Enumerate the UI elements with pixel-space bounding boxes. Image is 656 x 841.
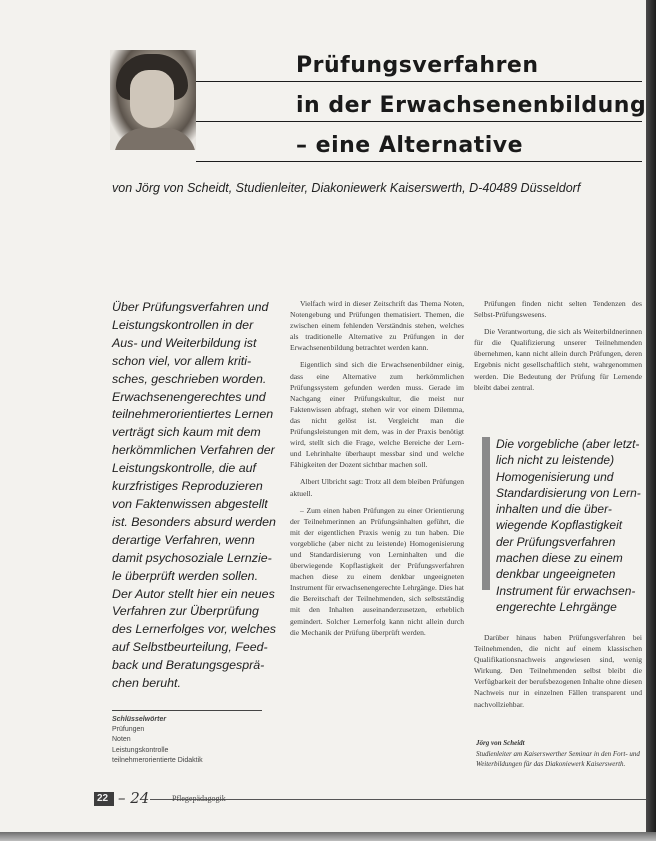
keyword-item: teilnehmerorientierte Didaktik: [112, 756, 203, 764]
paragraph: – Zum einen haben Prüfungen zu einer Orientierung der Teilnehmerinnen an Prüfungsinhalten geführt, die mit der eigentlichen Praxis wenig zu tun haben. Die vorgebliche (aber nicht zu leistende) Homogenisierung und Standardisierung von Lerninhalten und die überwiegende Kopflastigkeit der Prüfungsverfahren machen diese zu einem denkbar ungeeigneten Instrument für erwachsenengerechte Lehrgänge. Dies hat die Bereitschaft der Teilnehmenden, sich selbstständig mit den Inhalten auseinanderzusetzen, erheblich gemindert. Solcher Lernerfolg kann nicht allein durch die Mechanik der Prüfung überprüft werden.: [290, 505, 464, 637]
paragraph: Albert Ulbricht sagt: Trotz all dem bleiben Prüfungen aktuell.: [290, 477, 464, 498]
author-description: Studienleiter am Kaiserswerther Seminar in den Fort- und Weiterbildungen für das Diakoniewerk Kaiserswerth.: [476, 749, 640, 768]
title-rule: [196, 121, 642, 122]
pull-quote-bar: [482, 437, 490, 590]
author-portrait: [110, 50, 196, 150]
paragraph: Darüber hinaus haben Prüfungsverfahren bei Teilnehmenden, die nicht auf einem klassischen Qualifikationsnachweis angewiesen sind, wenig Wirkung. Den Teilnehmenden selbst bleibt die Verfügbarkeit der berufsbezogenen Inhalte ohne diesen Nachweis nur in einzelnen Fällen transparent und nachvollziehbar.: [474, 633, 642, 709]
keyword-item: Prüfungen: [112, 726, 145, 734]
paragraph: Eigentlich sind sich die Erwachsenenbildner einig, dass eine Alternative zum herkömmlichen Prüfungssystem gefunden werden muss. Gerade im Nachgang einer Prüfungskultur, die meist nur Faktenwissen abfragt, stehen wir vor einem Dilemma, das nicht gelöst ist. Vergleicht man die Prüfungsleistungen mit dem, was in der Praxis benötigt wird, stellt sich die Frage, welche Bereiche der Lern- und Lehrinhalte überhaupt messbar sind und welche Fähigkeiten der Dozent sichtbar machen soll.: [290, 360, 464, 470]
scan-edge-bottom: [0, 832, 656, 841]
body-column-right-top: [474, 298, 642, 406]
keyword-item: Leistungskontrolle: [112, 746, 169, 754]
page-number: 22: [97, 793, 109, 804]
byline: von Jörg von Scheidt, Studienleiter, Diakoniewerk Kaiserswerth, D-40489 Düsseldorf: [112, 181, 581, 195]
keywords-heading: Schlüsselwörter: [112, 716, 167, 723]
title-rule: [196, 81, 642, 82]
keywords-box: [112, 715, 272, 766]
author-note: [476, 738, 642, 770]
scan-edge-right: [646, 0, 656, 841]
title-line-1: Prüfungsverfahren: [296, 53, 539, 78]
paragraph: Prüfungen finden nicht selten Tendenzen des Selbst-Prüfungswesens.: [474, 299, 642, 320]
body-column-right-bottom: [474, 632, 642, 722]
body-column-middle: [290, 298, 464, 774]
title-line-3: – eine Alternative: [296, 133, 524, 158]
intro-text: Über Prüfungsverfahren und Leistungskontrollen in der Aus- und Weiterbildung ist schon viel, vor allem kriti- sches, geschrieben worden. Erwachsenengerechtes und teilnehmerorientiertes Lernen verträgt sich kaum mit dem herkömmlichen Verfahren der Leistungskontrolle, die auf kurzfristiges Reproduzieren von Faktenwissen abgestellt ist. Besonders absurd werden derartige Verfahren, wenn damit psychosoziale Lernzie- le überprüft werden sollen. Der Autor stellt hier ein neues Verfahren zur Überprüfung des Lernerfolges vor, welches auf Selbstbeurteilung, Feed- back und Beratungsgesprä- chen beruht.: [112, 300, 276, 691]
paragraph: Vielfach wird in dieser Zeitschrift das Thema Noten, Notengebung und Prüfungen thematisiert. Themen, die zwischen einem fehlenden Verständnis stehen, welches als traditionelle Alternative zu Prüfungen in der Erwachsenenbildung betrachtet werden kann.: [290, 299, 464, 353]
keywords-rule: [112, 710, 262, 711]
title-line-2: in der Erwachsenenbildung: [296, 93, 646, 118]
handwritten-note: – 24: [118, 789, 150, 807]
journal-name: Pflegepädagogik: [172, 794, 226, 803]
author-name: Jörg von Scheidt: [476, 739, 525, 747]
pull-quote: Die vorgebliche (aber letzt- lich nicht zu leistende) Homogenisierung und Standardisierung von Lern- inhalten und die über- wiegende Kopflastigkeit der Prüfungsverfahren machen diese zu einem denkbar ungeeigneten Instrument für erwachsen- engerechte Lehrgänge: [496, 437, 641, 614]
title-rule: [196, 161, 642, 162]
keyword-item: Noten: [112, 736, 131, 744]
paragraph: Die Verantwortung, die sich als Weiterbildnerinnen für die Qualifizierung unserer Teilnehmenden übernehmen, kann nicht allein durch Prüfungen, deren Ergebnis nicht gesellschaftlich steht, wahrgenommen werden. Die Bedeutung der Prüfung für Lernende bleibt dabei zentral.: [474, 327, 642, 392]
